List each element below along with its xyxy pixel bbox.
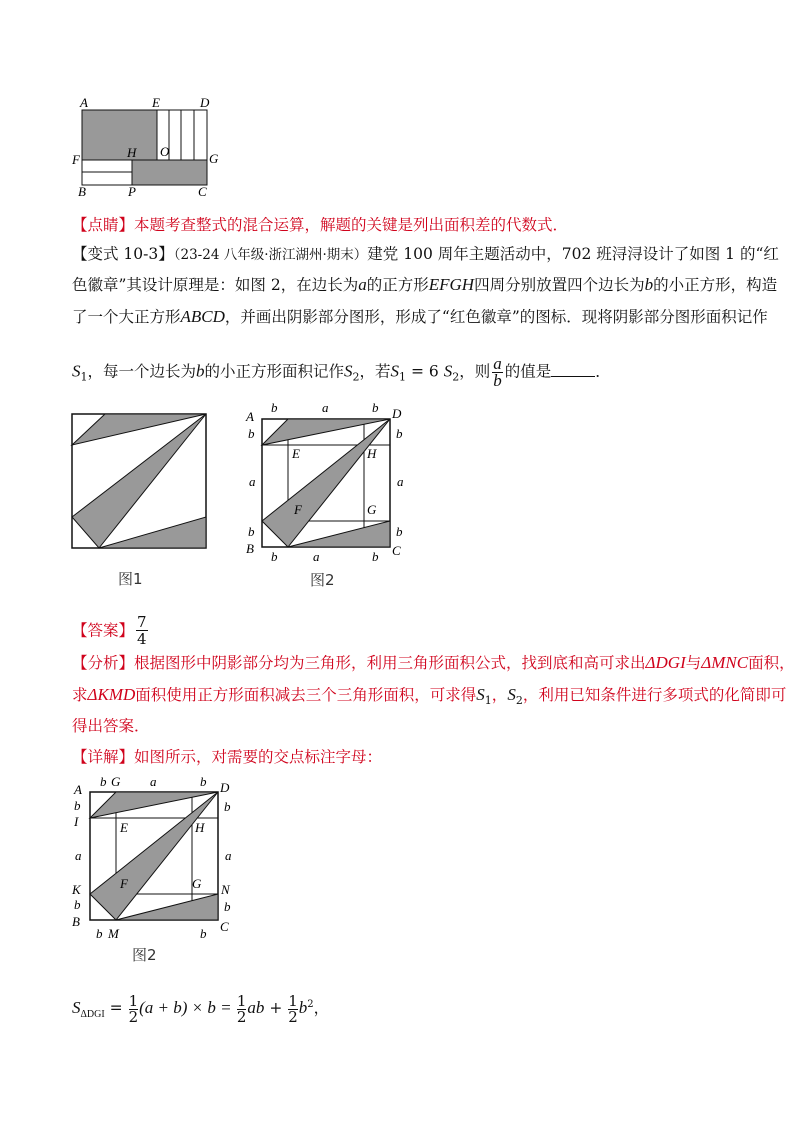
analysis-text-2d: ，利用已知条件进行多项式的化简即可 — [522, 686, 787, 704]
formula-half-1 — [128, 991, 139, 1026]
var-abcd: ABCD — [180, 307, 225, 326]
fig2-label-G: G — [367, 502, 377, 517]
fig3-label-a-top: a — [150, 774, 157, 789]
fig3-label-M: M — [108, 926, 119, 941]
answer-num: 7 — [137, 613, 147, 631]
problem-text-4b: 的小正方形面积记作 — [204, 362, 345, 381]
answer-den: 4 — [137, 630, 147, 648]
analysis-S1: S — [476, 685, 485, 704]
eq-sub-1: 1 — [399, 370, 407, 384]
fig2-label-b-bot2: b — [372, 549, 379, 564]
label-D: D — [200, 96, 210, 110]
tri-mnc: ΔMNC — [701, 653, 749, 672]
problem-text-2c: 四周分别放置四个边长为 — [474, 276, 645, 294]
label-B: B — [78, 184, 86, 199]
answer-tag: 【答案】 — [72, 621, 135, 640]
problem-text-3b: ，并画出阴影部分图形，形成了“红色徽章”的图标．现将阴影部分图形面积记作 — [224, 308, 768, 326]
detail-tag: 【详解】 — [72, 748, 135, 766]
fig2-label-b-top1: b — [271, 400, 278, 415]
problem-text-2a: 色徽章”其设计原理是：如图 2，在边长为 — [72, 276, 359, 294]
fig3-label-b-bot2: b — [200, 926, 207, 941]
formula-end: ， — [313, 999, 330, 1018]
fig2-label-b-bot1: b — [271, 549, 278, 564]
fig2-label-a-top: a — [322, 400, 329, 415]
problem-text-4a: ，每一个边长为 — [87, 362, 197, 381]
figure-2-caption: 图2 — [310, 571, 335, 589]
frac-den: b — [493, 371, 502, 390]
label-E: E — [152, 96, 160, 110]
var-efgh: EFGH — [428, 275, 475, 294]
formula-times: × b = — [187, 998, 236, 1018]
formula-plus: + — [264, 999, 288, 1018]
figure-2-badge — [240, 396, 415, 596]
tri-dgi: ΔDGI — [645, 653, 686, 672]
sub-2: 2 — [352, 370, 360, 384]
formula-sup: 2 — [307, 999, 314, 1010]
analysis-line-3 — [72, 716, 150, 736]
eq-S2: S — [443, 361, 453, 381]
var-S2: S — [344, 361, 353, 381]
half-num-1: 1 — [128, 991, 139, 1010]
analysis-text-3: 得出答案． — [72, 717, 150, 735]
dianjing-tag: 【点睛】 — [72, 216, 135, 234]
problem-text-4c: ，若 — [359, 362, 391, 381]
dianjing-text: 本题考查整式的混合运算，解题的关键是列出面积差的代数式． — [134, 216, 569, 234]
fig2-label-E: E — [292, 446, 300, 461]
formula-half-2 — [236, 991, 247, 1026]
analysis-tag: 【分析】 — [72, 654, 135, 672]
problem-line-1 — [72, 244, 779, 265]
fig2-label-D: D — [392, 406, 402, 421]
var-S1: S — [72, 361, 81, 381]
problem-text-2b: 的正方形 — [366, 276, 429, 294]
problem-text-3a: 了一个大正方形 — [72, 308, 181, 326]
formula-ab: ab — [247, 998, 265, 1018]
formula-eq: = — [104, 999, 128, 1018]
fraction-a-over-b — [492, 356, 503, 389]
label-C: C — [198, 184, 207, 199]
analysis-text-1a: 根据图形中阴影部分均为三角形，利用三角形面积公式，找到底和高可求出 — [134, 654, 646, 672]
half-den-2: 2 — [236, 1007, 247, 1026]
problem-text-4d: ，则 — [459, 362, 491, 381]
fig3-label-A: A — [74, 782, 82, 797]
figure-1-caption: 图1 — [118, 570, 143, 588]
fig3-label-I: I — [74, 814, 79, 829]
dianjing-line — [72, 215, 568, 235]
detail-text: 如图所示，对需要的交点标注字母： — [134, 748, 383, 766]
label-H: H — [127, 145, 137, 160]
problem-text-4e: 的值是 — [504, 362, 552, 381]
detail-line — [72, 747, 382, 767]
analysis-line-1 — [72, 653, 795, 673]
half-den-1: 2 — [128, 1007, 139, 1026]
problem-text-2d: 的小正方形，构造 — [653, 276, 778, 294]
var-b2: b — [196, 361, 205, 381]
fig3-label-G-top: G — [111, 774, 121, 789]
label-A: A — [80, 96, 88, 110]
fig2-label-a-left: a — [249, 474, 256, 489]
label-F: F — [72, 152, 80, 167]
formula-half-3 — [288, 991, 298, 1026]
fig3-label-N: N — [221, 882, 230, 897]
fig3-label-D: D — [220, 780, 230, 795]
half-num-2: 1 — [236, 991, 247, 1010]
figure-1-badge — [70, 412, 210, 592]
half-num-3: 1 — [288, 991, 298, 1010]
problem-line-2 — [72, 275, 777, 295]
fig2-label-H: H — [367, 446, 377, 461]
fig2-label-b-left2: b — [248, 524, 255, 539]
fig2-label-B: B — [246, 541, 254, 556]
fig3-label-H: H — [195, 820, 205, 835]
fig3-label-b-top1: b — [100, 774, 107, 789]
eq-S1: S — [390, 361, 400, 381]
analysis-comma: ， — [491, 686, 508, 704]
eq-sub-2: 2 — [452, 370, 460, 384]
problem-end: ． — [595, 362, 611, 381]
label-O: O — [160, 144, 170, 159]
problem-text-1: 建党 100 周年主题活动中，702 班浔浔设计了如图 1 的“红 — [367, 245, 779, 263]
label-P: P — [128, 184, 136, 199]
rectangle-diagram — [70, 96, 230, 201]
analysis-sub1: 1 — [484, 694, 492, 707]
fig3-label-b-left1: b — [74, 798, 81, 813]
answer-fraction — [136, 614, 148, 647]
formula-b: b — [298, 998, 308, 1018]
fig3-label-C: C — [220, 919, 229, 934]
analysis-text-2b: 面积使用正方形面积减去三个三角形面积，可求得 — [135, 686, 477, 704]
eq-mid: = 6 — [406, 362, 444, 381]
fig3-label-a-right: a — [225, 848, 232, 863]
analysis-text-2a: 求 — [72, 686, 88, 704]
fig2-label-a-right: a — [397, 474, 404, 489]
analysis-S2: S — [507, 685, 516, 704]
analysis-text-1b: 与 — [685, 654, 702, 672]
analysis-line-2 — [72, 685, 786, 711]
formula-line — [72, 988, 329, 1032]
sub-1: 1 — [80, 370, 88, 384]
formula-sub: ΔDGI — [80, 1009, 105, 1021]
answer-blank[interactable] — [551, 362, 595, 377]
formula-paren: (a + b) — [139, 998, 188, 1018]
frac-num: a — [493, 354, 502, 373]
fig3-label-b-left2: b — [74, 897, 81, 912]
fig3-label-F: F — [120, 876, 128, 891]
problem-tag: 【变式 10-3】 — [72, 245, 174, 263]
analysis-sub2: 2 — [515, 694, 523, 707]
formula-S: S — [72, 998, 81, 1018]
var-b: b — [644, 275, 654, 294]
answer-line — [72, 614, 150, 647]
fig3-label-B: B — [72, 914, 80, 929]
problem-line-3 — [72, 307, 768, 327]
figure-2-labeled-badge — [68, 770, 243, 970]
problem-line-4 — [72, 356, 611, 389]
fig2-label-C: C — [392, 543, 401, 558]
tri-kmd: ΔKMD — [87, 685, 136, 704]
analysis-text-1c: 面积， — [748, 654, 795, 672]
fig2-label-b-left1: b — [248, 426, 255, 441]
fig2-label-F: F — [294, 502, 302, 517]
fig3-label-a-left: a — [75, 848, 82, 863]
fig3-label-G: G — [192, 876, 202, 891]
fig2-label-b-right2: b — [396, 524, 403, 539]
fig2-label-b-top2: b — [372, 400, 379, 415]
fig3-label-b-bot1: b — [96, 926, 103, 941]
fig2-label-a-bot: a — [313, 549, 320, 564]
label-G: G — [209, 151, 219, 166]
figure-3-caption: 图2 — [132, 946, 157, 964]
fig3-label-E: E — [120, 820, 128, 835]
problem-source: （23-24 八年级·浙江湖州·期末） — [173, 247, 368, 263]
fig3-label-b-top2: b — [200, 774, 207, 789]
var-a: a — [358, 275, 367, 294]
fig3-label-K: K — [72, 882, 81, 897]
fig3-label-b-right1: b — [224, 799, 231, 814]
fig2-label-b-right1: b — [396, 426, 403, 441]
half-den-3: 2 — [288, 1007, 298, 1026]
fig3-label-b-right2: b — [224, 899, 231, 914]
fig2-label-A: A — [246, 409, 254, 424]
